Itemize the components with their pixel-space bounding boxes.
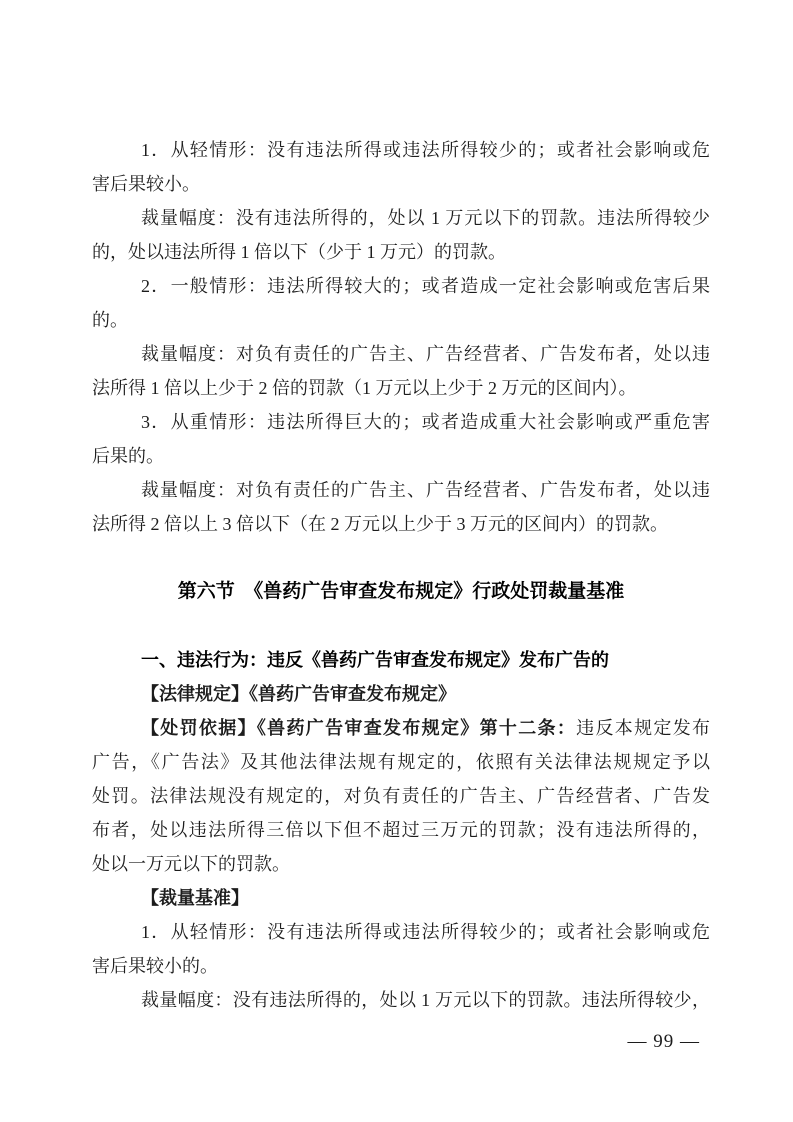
text-segment: 裁量幅度：对负有责任的广告主、广告经营者、广告发布者，处以违 (141, 480, 710, 500)
text-segment: 处以一万元以下的罚款。 (92, 854, 290, 874)
text-line (92, 371, 710, 405)
text-segment: 裁量幅度：没有违法所得的，处以 1 万元以下的罚款。违法所得较少， (141, 990, 710, 1010)
text-segment: 广告，《广告法》及其他法律法规有规定的，依照有关法律法规规定予以 (92, 752, 710, 772)
text-segment: 1．从轻情形：没有违法所得或违法所得较少的；或者社会影响或危 (141, 922, 710, 942)
text-line (92, 439, 710, 473)
text-segment: 法所得 2 倍以上 3 倍以下（在 2 万元以上少于 3 万元的区间内）的罚款。 (92, 514, 668, 534)
blank-line (92, 609, 710, 643)
text-line (92, 473, 710, 507)
page-number: — 99 — (627, 1031, 700, 1052)
text-line (92, 235, 710, 269)
text-segment: 法所得 1 倍以上少于 2 倍的罚款（1 万元以上少于 2 万元的区间内）。 (92, 378, 637, 398)
text-line (92, 915, 710, 949)
blank-line (92, 541, 710, 575)
section-heading (92, 575, 710, 609)
text-line (92, 983, 710, 1017)
violation-subheading (92, 643, 710, 677)
text-line (92, 201, 710, 235)
text-segment: 违反本规定发布 (576, 718, 711, 738)
text-line (92, 813, 710, 847)
text-segment: 的。 (92, 310, 128, 330)
text-segment: 布者，处以违法所得三倍以下但不超过三万元的罚款；没有违法所得的， (92, 820, 710, 840)
text-segment: 裁量幅度：没有违法所得的，处以 1 万元以下的罚款。违法所得较少 (141, 208, 710, 228)
text-line (92, 133, 710, 167)
bold-text-segment: 第六节 《兽药广告审查发布规定》行政处罚裁量基准 (177, 581, 625, 602)
bold-text-segment: 一、违法行为：违反《兽药广告审查发布规定》发布广告的 (141, 650, 609, 670)
text-segment: 2．一般情形：违法所得较大的；或者造成一定社会影响或危害后果 (141, 276, 710, 296)
bold-text-segment: 【处罚依据】《兽药广告审查发布规定》第十二条： (141, 718, 577, 738)
text-segment: 害后果较小的。 (92, 956, 218, 976)
text-line (92, 949, 710, 983)
bold-text-segment: 【裁量基准】 (141, 888, 249, 908)
text-line (92, 269, 710, 303)
text-line (92, 847, 710, 881)
text-line (92, 337, 710, 371)
text-line (92, 405, 710, 439)
text-segment: 裁量幅度：对负有责任的广告主、广告经营者、广告发布者，处以违 (141, 344, 710, 364)
text-line (92, 303, 710, 337)
text-segment: 后果的。 (92, 446, 164, 466)
text-line (92, 881, 710, 915)
document-body (92, 133, 710, 1017)
text-segment: 1．从轻情形：没有违法所得或违法所得较少的；或者社会影响或危 (141, 140, 710, 160)
text-line (92, 167, 710, 201)
text-line (92, 711, 710, 745)
text-line (92, 779, 710, 813)
text-segment: 处罚。法律法规没有规定的，对负有责任的广告主、广告经营者、广告发 (92, 786, 710, 806)
text-line (92, 677, 710, 711)
text-line (92, 507, 710, 541)
text-segment: 害后果较小。 (92, 174, 200, 194)
bold-text-segment: 【法律规定】《兽药广告审查发布规定》 (141, 684, 456, 704)
text-line (92, 745, 710, 779)
text-segment: 的，处以违法所得 1 倍以下（少于 1 万元）的罚款。 (92, 242, 506, 262)
text-segment: 3．从重情形：违法所得巨大的；或者造成重大社会影响或严重危害 (141, 412, 710, 432)
